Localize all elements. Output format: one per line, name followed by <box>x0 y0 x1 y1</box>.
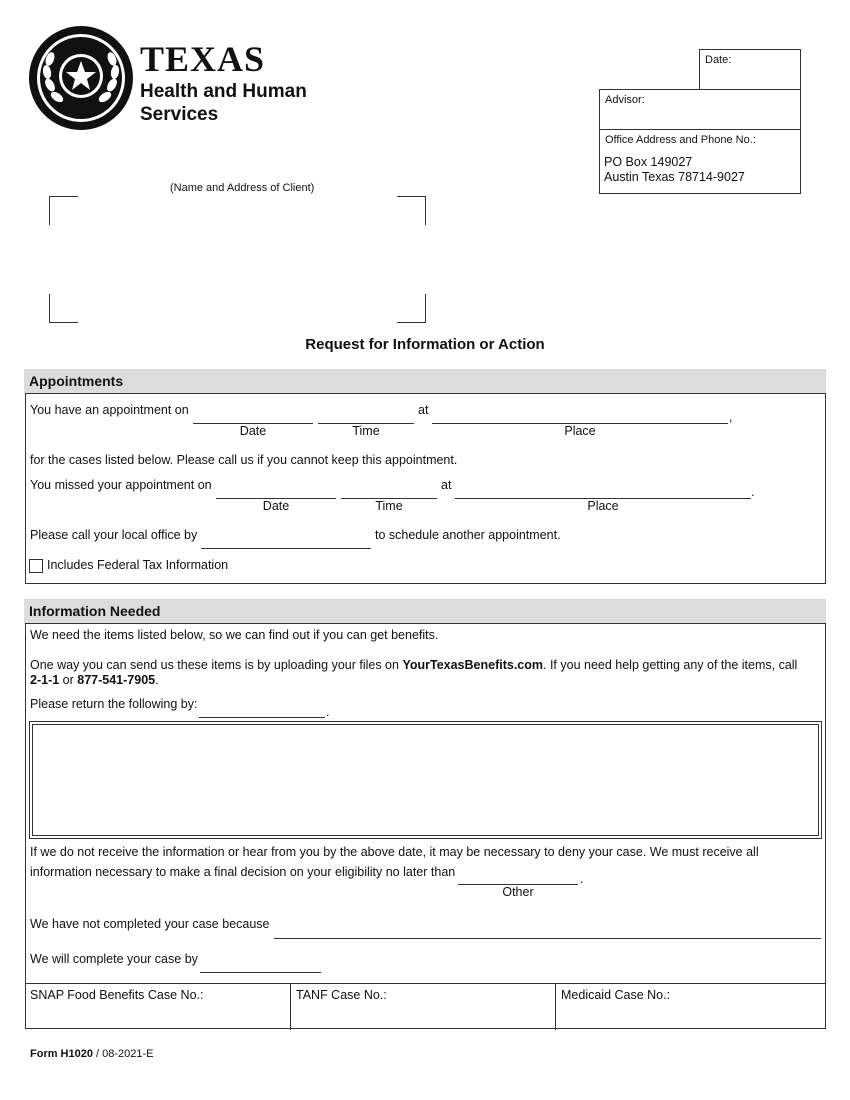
advisor-label: Advisor: <box>605 94 645 106</box>
tanf-case-cell[interactable] <box>290 984 556 1030</box>
items-list-inner <box>32 724 819 836</box>
call-by-date-field[interactable] <box>201 548 371 549</box>
at-text-2: at <box>441 478 452 492</box>
logo-hhs-line2: Services <box>140 104 219 125</box>
cases-listed-text: for the cases listed below. Please call us if you cannot keep this appointment. <box>30 453 458 467</box>
period-text: . <box>751 485 755 499</box>
missed-appointment-text: You missed your appointment on <box>30 478 212 492</box>
phone-877: 877-541-7905 <box>77 673 156 687</box>
will-complete-date-field[interactable] <box>200 972 321 973</box>
form-title: Request for Information or Action <box>305 336 545 353</box>
deny-period: . <box>580 872 584 886</box>
date-box[interactable] <box>699 49 801 90</box>
case-numbers-row <box>25 983 826 1030</box>
snap-case-label: SNAP Food Benefits Case No.: <box>30 988 204 1002</box>
upload-text-post: . If you need help getting any of the items, call <box>543 658 798 672</box>
federal-tax-checkbox[interactable] <box>29 559 43 573</box>
phone-211: 2-1-1 <box>30 673 60 687</box>
appointments-heading: Appointments <box>29 373 124 389</box>
corner-top-right <box>397 196 426 225</box>
deny-text-line1: If we do not receive the information or hear from you by the above date, it may be necessary to deny your case. We must receive all <box>30 845 759 859</box>
return-by-text: Please return the following by: <box>30 697 198 711</box>
form-footer <box>30 1048 154 1060</box>
call-office-text: Please call your local office by <box>30 528 198 542</box>
office-address-line2: Austin Texas 78714-9027 <box>604 170 745 184</box>
appointments-header <box>24 369 826 394</box>
schedule-text: to schedule another appointment. <box>375 528 561 542</box>
info-needed-heading: Information Needed <box>29 603 161 619</box>
logo-hhs-line1: Health and Human <box>140 81 307 102</box>
place-sublabel-2: Place <box>587 499 619 513</box>
medicaid-case-label: Medicaid Case No.: <box>561 988 671 1002</box>
need-items-text: We need the items listed below, so we can find out if you can get benefits. <box>30 628 439 642</box>
deny-text-line2: information necessary to make a final decision on your eligibility no later than <box>30 865 456 879</box>
return-period: . <box>326 705 330 719</box>
date-sublabel-2: Date <box>262 499 290 513</box>
time-sublabel-2: Time <box>375 499 403 513</box>
not-completed-reason-field[interactable] <box>274 938 821 939</box>
form-version: / 08-2021-E <box>92 1048 154 1060</box>
items-list-box[interactable] <box>29 721 822 839</box>
comma-text: , <box>729 410 733 424</box>
texas-hhs-seal-logo <box>28 25 134 131</box>
have-appointment-text: You have an appointment on <box>30 403 189 417</box>
corner-bottom-right <box>397 294 426 323</box>
tanf-case-label: TANF Case No.: <box>296 988 387 1002</box>
not-completed-text: We have not completed your case because <box>30 917 270 931</box>
snap-case-cell[interactable] <box>25 984 290 1030</box>
return-by-date-field[interactable] <box>199 717 325 718</box>
info-needed-header <box>24 599 826 624</box>
office-label: Office Address and Phone No.: <box>605 134 756 146</box>
date-sublabel: Date <box>239 424 267 438</box>
time-sublabel: Time <box>352 424 380 438</box>
advisor-box[interactable] <box>599 89 801 130</box>
form-number: Form H1020 <box>30 1048 93 1060</box>
upload-instructions <box>30 658 820 688</box>
federal-tax-label: Includes Federal Tax Information <box>47 558 229 572</box>
phone-period: . <box>155 673 159 687</box>
upload-text-pre: One way you can send us these items is by uploading your files on <box>30 658 403 672</box>
website-link[interactable]: YourTexasBenefits.com <box>402 658 543 672</box>
other-sublabel: Other <box>502 885 534 899</box>
corner-top-left <box>49 196 78 225</box>
logo-hhs-text <box>140 80 307 126</box>
client-address-label: (Name and Address of Client) <box>170 182 315 194</box>
place-sublabel: Place <box>564 424 596 438</box>
or-text: or <box>59 673 78 687</box>
at-text: at <box>418 403 429 417</box>
will-complete-text: We will complete your case by <box>30 952 198 966</box>
medicaid-case-cell[interactable] <box>555 984 826 1030</box>
office-address-line1: PO Box 149027 <box>604 155 693 169</box>
corner-bottom-left <box>49 294 78 323</box>
date-label: Date: <box>705 54 732 66</box>
logo-texas-text: TEXAS <box>140 39 266 79</box>
office-box <box>599 129 801 194</box>
